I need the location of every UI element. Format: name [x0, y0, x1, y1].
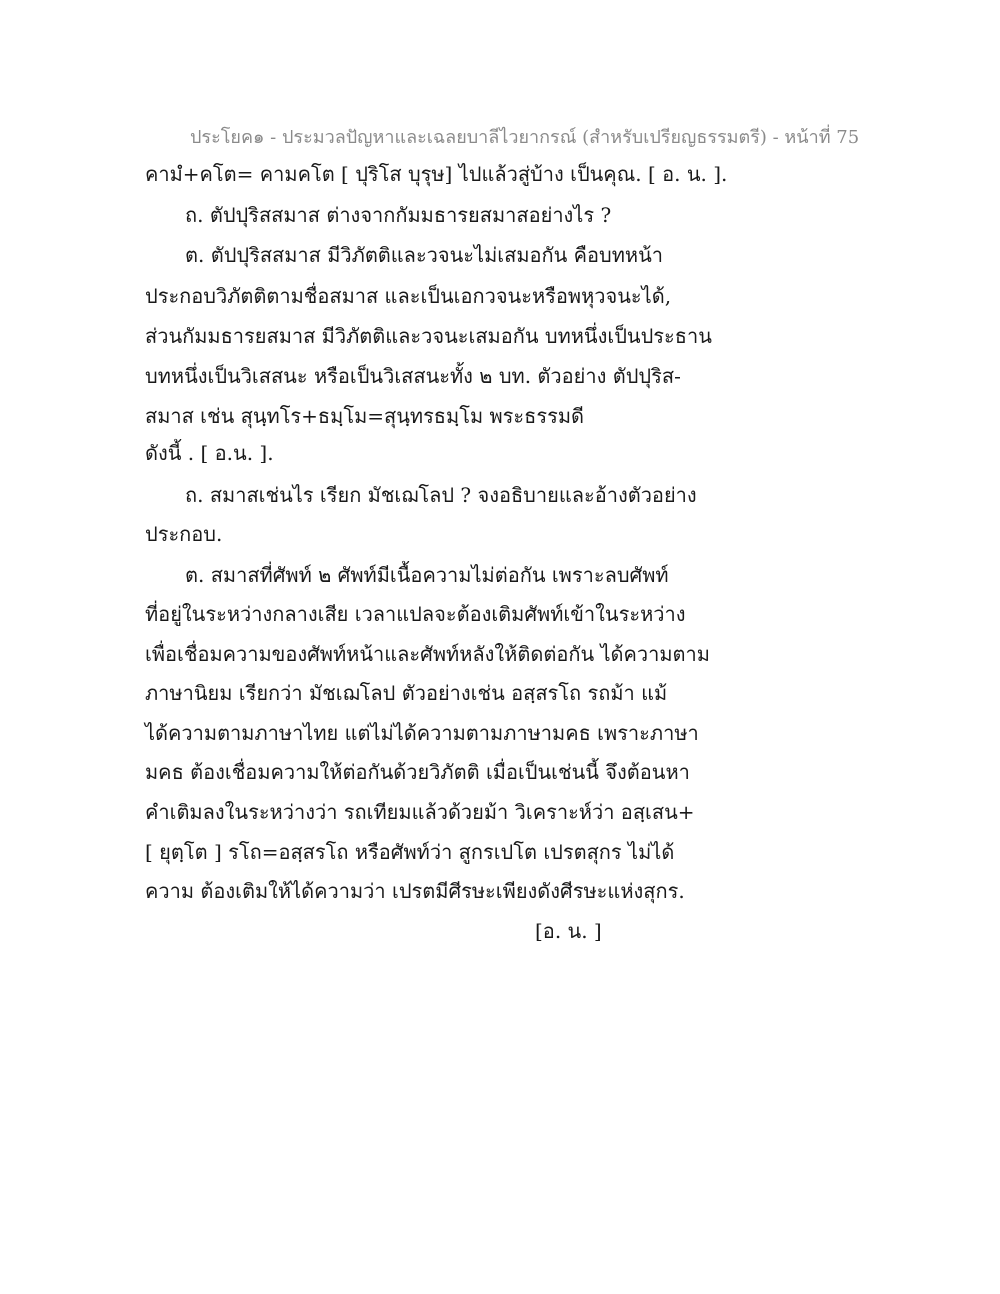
text-line: มคธ ต้องเชื่อมความให้ต่อกันด้วยวิภัตติ เมื่อเป็นเช่นนี้ จึงต้อนหา [145, 760, 690, 784]
text-line: ความ ต้องเติมให้ได้ความว่า เปรตมีศีรษะเพียงดังศีรษะแห่งสุกร. [145, 879, 685, 903]
text-line: สมาส เช่น สุนฺทโร+ธมฺโม=สุนฺทรธมฺโม พระธรรมดี [145, 404, 585, 428]
answer-line: ต. สมาสที่ศัพท์ ๒ ศัพท์มีเนื้อความไม่ต่อกัน เพราะลบศัพท์ [185, 563, 669, 587]
text-line: [ ยุตฺโต ] รโถ=อสฺสรโถ หรือศัพท์ว่า สูกรเปโต เปรตสุกร ไม่ได้ [145, 840, 675, 864]
question-line: ถ. ตัปปุริสสมาส ต่างจากกัมมธารยสมาสอย่างไร ? [185, 203, 612, 227]
text-line: คามํ+คโต= คามคโต [ ปุริโส บุรุษ] ไปแล้วสู่บ้าง เป็นคุณ. [ อ. น. ]. [145, 162, 728, 186]
answer-line: ต. ตัปปุริสสมาส มีวิภัตติและวจนะไม่เสมอกัน คือบทหน้า [185, 243, 664, 267]
text-line: ภาษานิยม เรียกว่า มัชเฌโลป ตัวอย่างเช่น อสฺสรโถ รถม้า แม้ [145, 681, 668, 705]
running-header: ประโยค๑ - ประมวลปัญหาและเฉลยบาลีไวยากรณ์ (สำหรับเปรียญธรรมตรี) - หน้าที่ 75 [190, 127, 860, 148]
text-line: ที่อยู่ในระหว่างกลางเสีย เวลาแปลจะต้องเติมศัพท์เข้าในระหว่าง [145, 602, 686, 626]
text-line: ประกอบวิภัตติตามชื่อสมาส และเป็นเอกวจนะหรือพหุวจนะได้, [145, 284, 672, 308]
text-line: เพื่อเชื่อมความของศัพท์หน้าและศัพท์หลังให้ติดต่อกัน ได้ความตาม [145, 642, 710, 666]
text-line: ดังนี้ . [ อ.น. ]. [145, 441, 274, 465]
text-line: ส่วนกัมมธารยสมาส มีวิภัตติและวจนะเสมอกัน บทหนึ่งเป็นประธาน [145, 324, 712, 348]
end-reference: [อ. น. ] [535, 919, 602, 943]
question-line: ถ. สมาสเช่นไร เรียก มัชเฌโลป ? จงอธิบายและอ้างตัวอย่าง [185, 483, 697, 507]
text-line: ได้ความตามภาษาไทย แต่ไม่ได้ความตามภาษามคธ เพราะภาษา [145, 721, 699, 745]
text-line: ประกอบ. [145, 522, 223, 546]
text-line: บทหนึ่งเป็นวิเสสนะ หรือเป็นวิเสสนะทั้ง ๒ บท. ตัวอย่าง ตัปปุริส- [145, 364, 681, 388]
text-line: คำเติมลงในระหว่างว่า รถเทียมแล้วด้วยม้า วิเคราะห์ว่า อสฺเสน+ [145, 800, 695, 824]
